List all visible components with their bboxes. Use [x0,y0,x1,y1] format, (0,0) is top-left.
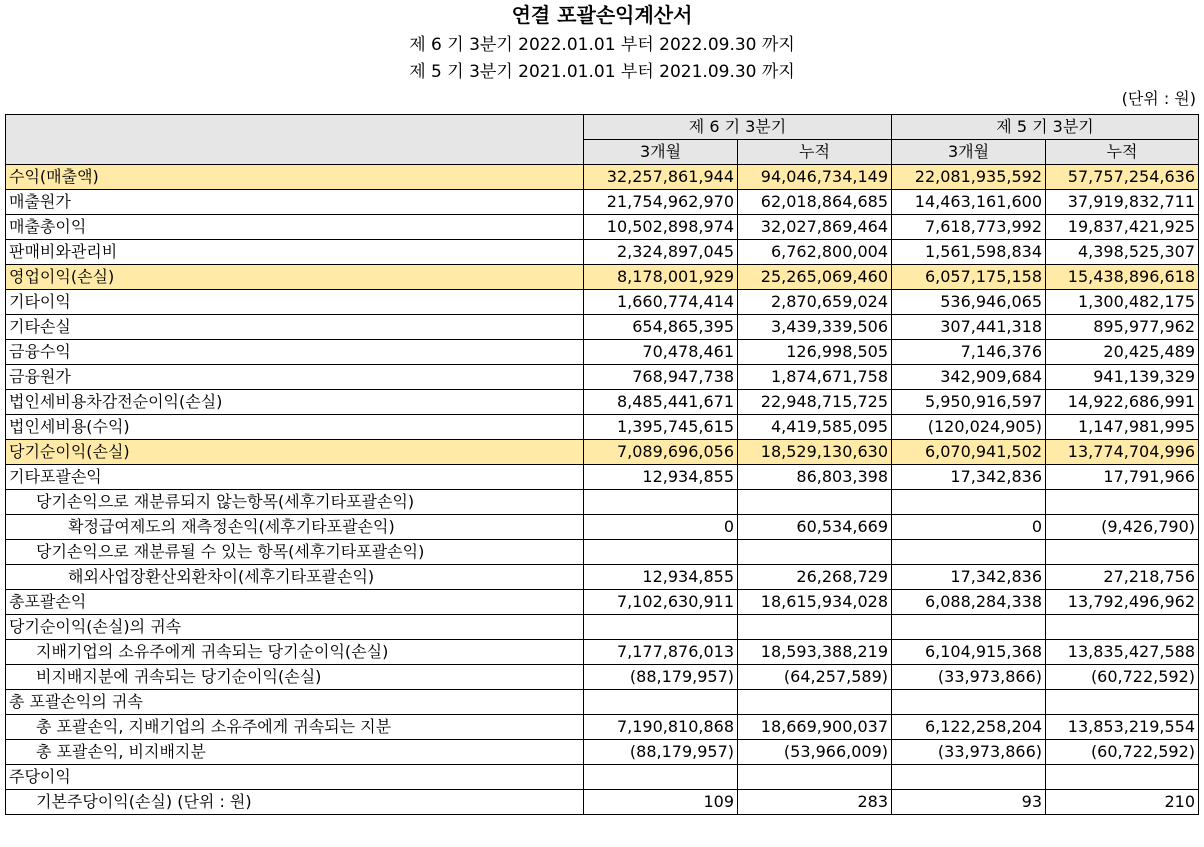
value-current-cumulative: 60,534,669 [738,515,892,540]
row-label: 수익(매출액) [6,165,584,190]
value-current-3month: 768,947,738 [584,365,738,390]
row-label: 당기순이익(손실)의 귀속 [6,615,584,640]
row-label: 당기손익으로 재분류될 수 있는 항목(세후기타포괄손익) [6,540,584,565]
period-prior: 제 5 기 3분기 2021.01.01 부터 2021.09.30 까지 [409,62,795,82]
value-prior-cumulative: 14,922,686,991 [1046,390,1199,415]
table-row [6,590,1199,615]
value-current-cumulative [738,490,892,515]
value-current-3month: 10,502,898,974 [584,215,738,240]
value-current-3month: 7,177,876,013 [584,640,738,665]
row-label: 주당이익 [6,765,584,790]
value-prior-cumulative: 13,835,427,588 [1046,640,1199,665]
value-current-cumulative: 86,803,398 [738,465,892,490]
value-current-cumulative: 4,419,585,095 [738,415,892,440]
value-prior-cumulative [1046,690,1199,715]
value-prior-cumulative: 27,218,756 [1046,565,1199,590]
value-prior-3month: 7,146,376 [892,340,1046,365]
value-prior-cumulative: 895,977,962 [1046,315,1199,340]
value-current-3month [584,765,738,790]
row-label: 판매비와관리비 [6,240,584,265]
table-row [6,265,1199,290]
value-current-cumulative: 32,027,869,464 [738,215,892,240]
value-current-cumulative: 18,529,130,630 [738,440,892,465]
value-current-3month: 109 [584,790,738,815]
value-prior-cumulative: 1,147,981,995 [1046,415,1199,440]
row-label: 법인세비용차감전순이익(손실) [6,390,584,415]
value-current-cumulative: 283 [738,790,892,815]
value-prior-3month: 14,463,161,600 [892,190,1046,215]
value-current-3month: 0 [584,515,738,540]
value-prior-3month: 6,088,284,338 [892,590,1046,615]
value-prior-cumulative: 20,425,489 [1046,340,1199,365]
table-row [6,790,1199,815]
value-prior-3month: 6,122,258,204 [892,715,1046,740]
table-row [6,340,1199,365]
header-current-period: 제 6 기 3분기 [584,115,892,140]
value-prior-3month: 342,909,684 [892,365,1046,390]
value-prior-3month: 307,441,318 [892,315,1046,340]
row-label: 확정급여제도의 재측정손익(세후기타포괄손익) [6,515,584,540]
header-prior-3month: 3개월 [892,140,1046,165]
value-prior-cumulative [1046,765,1199,790]
row-label: 당기순이익(손실) [6,440,584,465]
value-prior-3month: 17,342,836 [892,565,1046,590]
value-current-3month [584,490,738,515]
value-prior-cumulative: 1,300,482,175 [1046,290,1199,315]
table-row [6,615,1199,640]
table-row [6,165,1199,190]
value-current-cumulative: 1,874,671,758 [738,365,892,390]
value-current-cumulative: 2,870,659,024 [738,290,892,315]
value-current-3month: 8,178,001,929 [584,265,738,290]
value-current-3month: 1,395,745,615 [584,415,738,440]
row-label: 지배기업의 소유주에게 귀속되는 당기순이익(손실) [6,640,584,665]
value-current-3month: 7,102,630,911 [584,590,738,615]
value-current-3month: 12,934,855 [584,565,738,590]
value-prior-3month: 22,081,935,592 [892,165,1046,190]
value-current-cumulative: 6,762,800,004 [738,240,892,265]
value-current-cumulative: (53,966,009) [738,740,892,765]
value-current-cumulative: 18,593,388,219 [738,640,892,665]
value-current-3month [584,615,738,640]
value-current-cumulative: 25,265,069,460 [738,265,892,290]
value-current-3month: 21,754,962,970 [584,190,738,215]
value-current-3month [584,540,738,565]
value-prior-3month [892,615,1046,640]
table-row [6,490,1199,515]
row-label: 기타손실 [6,315,584,340]
row-label: 총 포괄손익의 귀속 [6,690,584,715]
value-prior-3month: 5,950,916,597 [892,390,1046,415]
table-row [6,290,1199,315]
value-current-3month: 654,865,395 [584,315,738,340]
period-current: 제 6 기 3분기 2022.01.01 부터 2022.09.30 까지 [409,35,795,55]
value-current-cumulative: 22,948,715,725 [738,390,892,415]
row-label: 총포괄손익 [6,590,584,615]
value-prior-cumulative: 13,853,219,554 [1046,715,1199,740]
value-current-3month: 32,257,861,944 [584,165,738,190]
row-label: 총 포괄손익, 비지배지분 [6,740,584,765]
table-row [6,690,1199,715]
row-label: 금융원가 [6,365,584,390]
table-row [6,190,1199,215]
table-row [6,665,1199,690]
value-current-3month: 7,089,696,056 [584,440,738,465]
table-row [6,240,1199,265]
value-prior-cumulative: (60,722,592) [1046,665,1199,690]
unit-label: (단위 : 원) [1121,89,1196,108]
value-prior-cumulative: (60,722,592) [1046,740,1199,765]
row-label: 당기손익으로 재분류되지 않는항목(세후기타포괄손익) [6,490,584,515]
value-current-3month [584,690,738,715]
value-prior-cumulative: 941,139,329 [1046,365,1199,390]
value-prior-cumulative: 210 [1046,790,1199,815]
value-prior-3month [892,540,1046,565]
value-prior-cumulative: 19,837,421,925 [1046,215,1199,240]
table-row [6,515,1199,540]
value-current-cumulative: 62,018,864,685 [738,190,892,215]
table-row [6,465,1199,490]
value-prior-3month: 93 [892,790,1046,815]
value-prior-3month: 536,946,065 [892,290,1046,315]
header-current-3month: 3개월 [584,140,738,165]
value-current-cumulative [738,690,892,715]
table-row [6,640,1199,665]
value-prior-3month: 7,618,773,992 [892,215,1046,240]
table-row [6,390,1199,415]
value-current-cumulative: 26,268,729 [738,565,892,590]
value-prior-cumulative: 37,919,832,711 [1046,190,1199,215]
row-label: 영업이익(손실) [6,265,584,290]
table-row [6,765,1199,790]
value-current-cumulative: 3,439,339,506 [738,315,892,340]
value-prior-cumulative: (9,426,790) [1046,515,1199,540]
row-label: 총 포괄손익, 지배기업의 소유주에게 귀속되는 지분 [6,715,584,740]
value-prior-3month: 6,104,915,368 [892,640,1046,665]
value-prior-cumulative: 15,438,896,618 [1046,265,1199,290]
value-prior-3month [892,490,1046,515]
value-current-3month: (88,179,957) [584,740,738,765]
value-prior-cumulative: 4,398,525,307 [1046,240,1199,265]
table-row [6,540,1199,565]
table-header-row-groups [6,115,1199,140]
value-current-3month: 12,934,855 [584,465,738,490]
value-current-cumulative: 94,046,734,149 [738,165,892,190]
table-row [6,715,1199,740]
value-prior-cumulative: 13,774,704,996 [1046,440,1199,465]
table-row [6,415,1199,440]
statement-title: 연결 포괄손익계산서 [511,3,693,27]
value-prior-3month: 6,070,941,502 [892,440,1046,465]
value-prior-3month: (33,973,866) [892,665,1046,690]
row-label: 기타포괄손익 [6,465,584,490]
row-label: 법인세비용(수익) [6,415,584,440]
header-prior-cumulative: 누적 [1046,140,1199,165]
table-row [6,215,1199,240]
row-label: 금융수익 [6,340,584,365]
header-current-cumulative: 누적 [738,140,892,165]
value-prior-cumulative: 17,791,966 [1046,465,1199,490]
value-prior-cumulative [1046,490,1199,515]
value-current-cumulative: 18,669,900,037 [738,715,892,740]
value-prior-cumulative: 57,757,254,636 [1046,165,1199,190]
value-prior-3month: (120,024,905) [892,415,1046,440]
value-prior-3month: 0 [892,515,1046,540]
value-current-cumulative: (64,257,589) [738,665,892,690]
value-prior-3month [892,690,1046,715]
value-current-3month: 8,485,441,671 [584,390,738,415]
table-row [6,440,1199,465]
value-prior-3month: 1,561,598,834 [892,240,1046,265]
value-current-3month: (88,179,957) [584,665,738,690]
value-current-cumulative [738,540,892,565]
value-current-cumulative [738,765,892,790]
row-label: 기본주당이익(손실) (단위 : 원) [6,790,584,815]
value-prior-3month: 6,057,175,158 [892,265,1046,290]
income-statement-table [5,114,1199,815]
value-prior-cumulative [1046,615,1199,640]
value-current-cumulative [738,615,892,640]
value-prior-cumulative: 13,792,496,962 [1046,590,1199,615]
table-row [6,315,1199,340]
table-row [6,565,1199,590]
header-prior-period: 제 5 기 3분기 [892,115,1199,140]
row-label: 매출총이익 [6,215,584,240]
row-label: 해외사업장환산외환차이(세후기타포괄손익) [6,565,584,590]
header-account-cell [6,115,584,165]
value-prior-3month [892,765,1046,790]
value-current-cumulative: 18,615,934,028 [738,590,892,615]
value-prior-3month: (33,973,866) [892,740,1046,765]
table-row [6,365,1199,390]
value-current-3month: 70,478,461 [584,340,738,365]
value-current-cumulative: 126,998,505 [738,340,892,365]
value-current-3month: 7,190,810,868 [584,715,738,740]
row-label: 비지배지분에 귀속되는 당기순이익(손실) [6,665,584,690]
value-prior-3month: 17,342,836 [892,465,1046,490]
table-row [6,740,1199,765]
value-current-3month: 2,324,897,045 [584,240,738,265]
row-label: 기타이익 [6,290,584,315]
value-prior-cumulative [1046,540,1199,565]
value-current-3month: 1,660,774,414 [584,290,738,315]
row-label: 매출원가 [6,190,584,215]
